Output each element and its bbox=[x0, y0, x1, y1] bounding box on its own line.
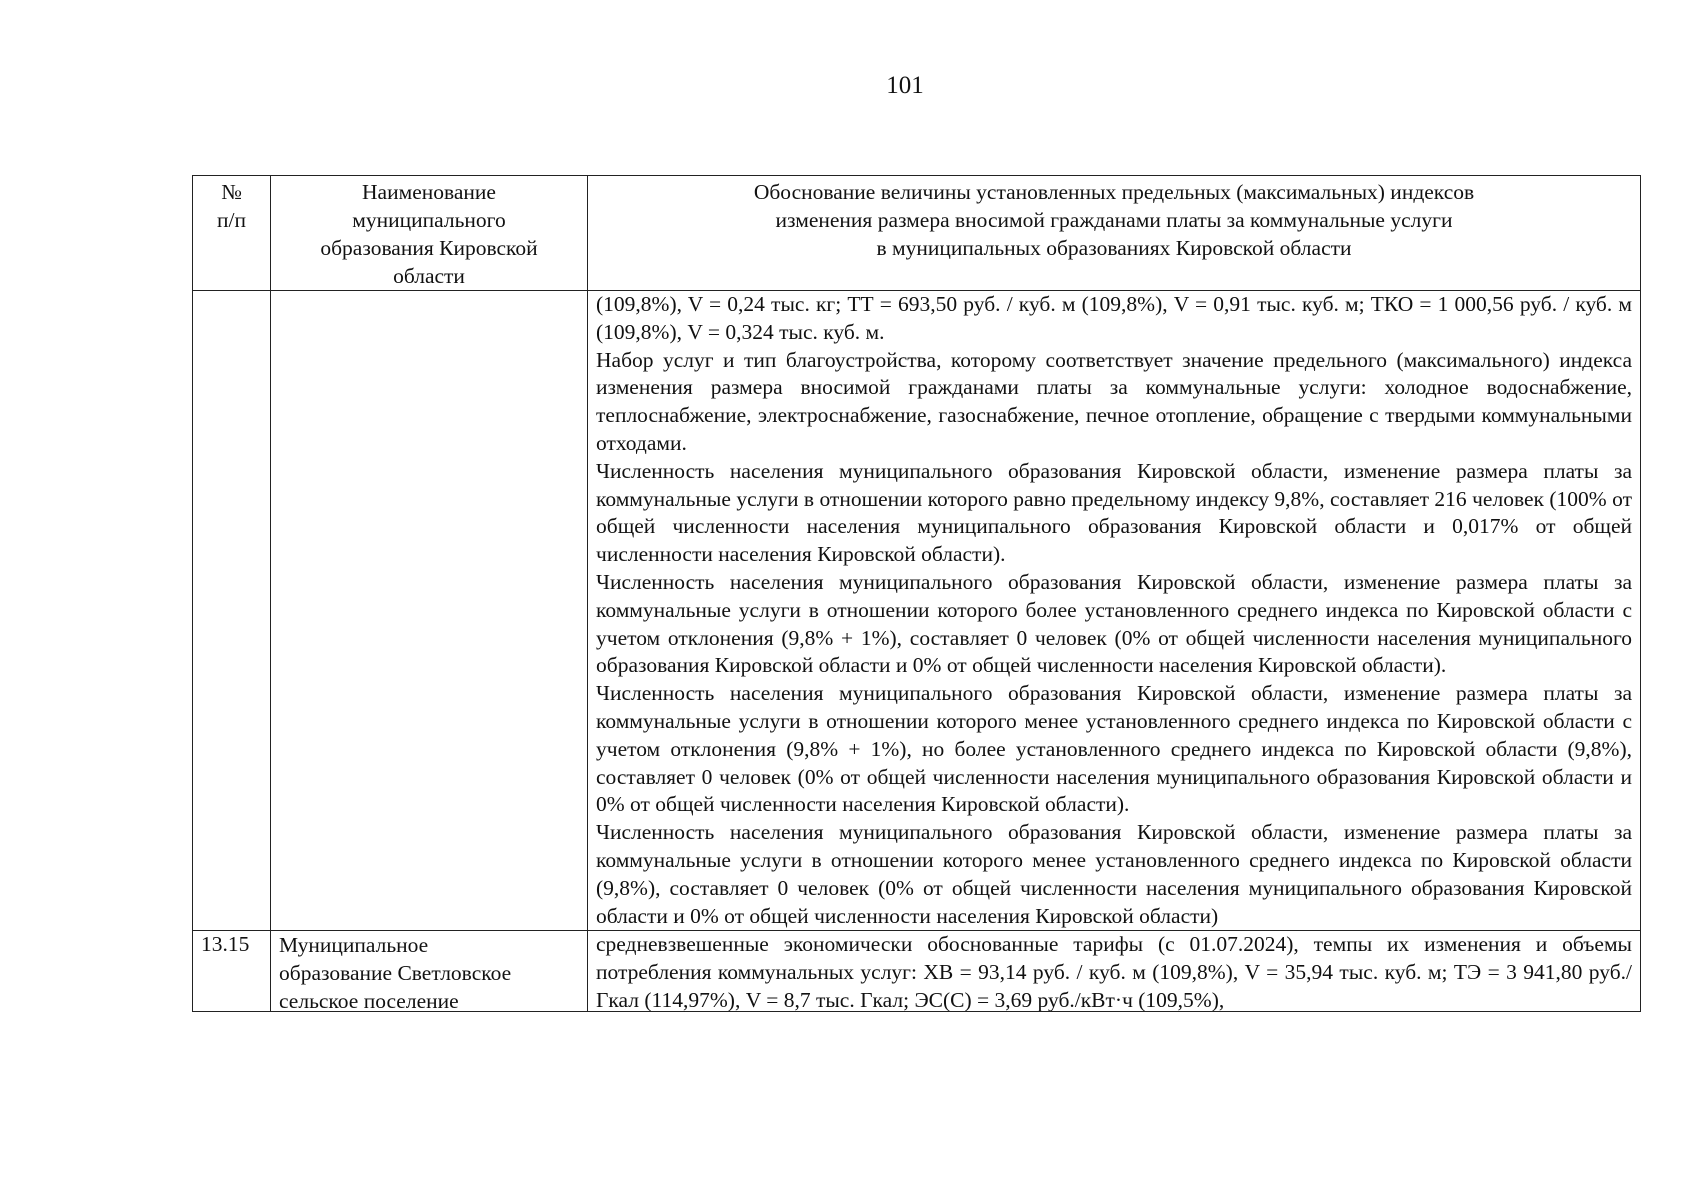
justification-paragraph: (109,8%), V = 0,24 тыс. кг; ТТ = 693,50 руб. / куб. м (109,8%), V = 0,91 тыс. куб. м; ТКО = 1 000,56 руб. / куб. м (109,8%), V = 0,324 тыс. куб. м. bbox=[596, 292, 1632, 344]
header-number-abbr: п/п bbox=[217, 208, 246, 232]
row-name-line: сельское поселение bbox=[279, 989, 459, 1012]
justification-paragraph: Численность населения муниципального образования Кировской области, изменение размера платы за коммунальные услуги в отношении которого более установленного среднего индекса по Кировской области с учетом отклонения (9,8% + 1%), составляет 0 человек (0% от общей численности населения муниципального образования Кировской области и 0% от общей численности населения Кировской области). bbox=[596, 569, 1632, 678]
table-row bbox=[193, 291, 1641, 931]
page-number: 101 bbox=[886, 72, 924, 99]
row-number-cell: 13.15 bbox=[193, 931, 271, 1012]
row-name-line: образование Светловское bbox=[279, 961, 512, 986]
header-justification-cell bbox=[588, 176, 1641, 291]
row-number-cell bbox=[193, 291, 271, 931]
justification-paragraph: Набор услуг и тип благоустройства, которому соответствует значение предельного (максимального) индекса изменения размера вносимой гражданами платы за коммунальные услуги: холодное водоснабжение, теплоснабжение, электроснабжение, газоснабжение, печное отопление, обращение с твердыми коммунальными отходами. bbox=[596, 347, 1632, 455]
justification-paragraph: Численность населения муниципального образования Кировской области, изменение размера платы за коммунальные услуги в отношении которого менее установленного среднего индекса по Кировской области (9,8%), составляет 0 человек (0% от общей численности населения муниципального образования Кировской области и 0% от общей численности населения Кировской области) bbox=[596, 820, 1632, 928]
header-justification-line: в муниципальных образованиях Кировской области bbox=[876, 236, 1352, 260]
row-justification-cell bbox=[588, 931, 1641, 1012]
header-name-line: области bbox=[393, 264, 465, 288]
table-row bbox=[193, 931, 1641, 1012]
header-number-cell bbox=[193, 176, 271, 291]
header-name-line: образования Кировской bbox=[320, 236, 538, 260]
header-name-line: муниципального bbox=[352, 208, 506, 232]
header-justification-line: Обоснование величины установленных предельных (максимальных) индексов bbox=[753, 180, 1475, 204]
header-number-symbol: № bbox=[221, 180, 242, 204]
row-name-cell bbox=[271, 931, 588, 1012]
justification-table bbox=[192, 175, 1641, 1012]
row-name-cell bbox=[271, 291, 588, 931]
row-name-line: Муниципальное bbox=[279, 933, 429, 958]
justification-paragraph: средневзвешенные экономически обоснованные тарифы (с 01.07.2024), темпы их изменения и объемы потребления коммунальных услуг: ХВ = 93,14 руб. / куб. м (109,8%), V = 35,94 тыс. куб. м; ТЭ = 3 941,80 руб./Гкал (114,97%), V = 8,7 тыс. Гкал; ЭС(С) = 3,69 руб./кВт·ч (109,5%), bbox=[596, 932, 1632, 1012]
header-name-line: Наименование bbox=[362, 180, 496, 204]
justification-paragraph: Численность населения муниципального образования Кировской области, изменение размера платы за коммунальные услуги в отношении которого равно предельному индексу 9,8%, составляет 216 человек (100% от общей численности населения муниципального образования Кировской области и 0,017% от общей численности населения Кировской области). bbox=[596, 458, 1632, 567]
table-header-row bbox=[193, 176, 1641, 291]
header-name-cell bbox=[271, 176, 588, 291]
justification-paragraph: Численность населения муниципального образования Кировской области, изменение размера платы за коммунальные услуги в отношении которого менее установленного среднего индекса по Кировской области с учетом отклонения (9,8% + 1%), но более установленного среднего индекса по Кировской области (9,8%), составляет 0 человек (0% от общей численности населения муниципального образования Кировской области и 0% от общей численности населения Кировской области). bbox=[596, 681, 1632, 817]
row-justification-cell bbox=[588, 291, 1641, 931]
header-justification-line: изменения размера вносимой гражданами платы за коммунальные услуги bbox=[775, 208, 1453, 232]
